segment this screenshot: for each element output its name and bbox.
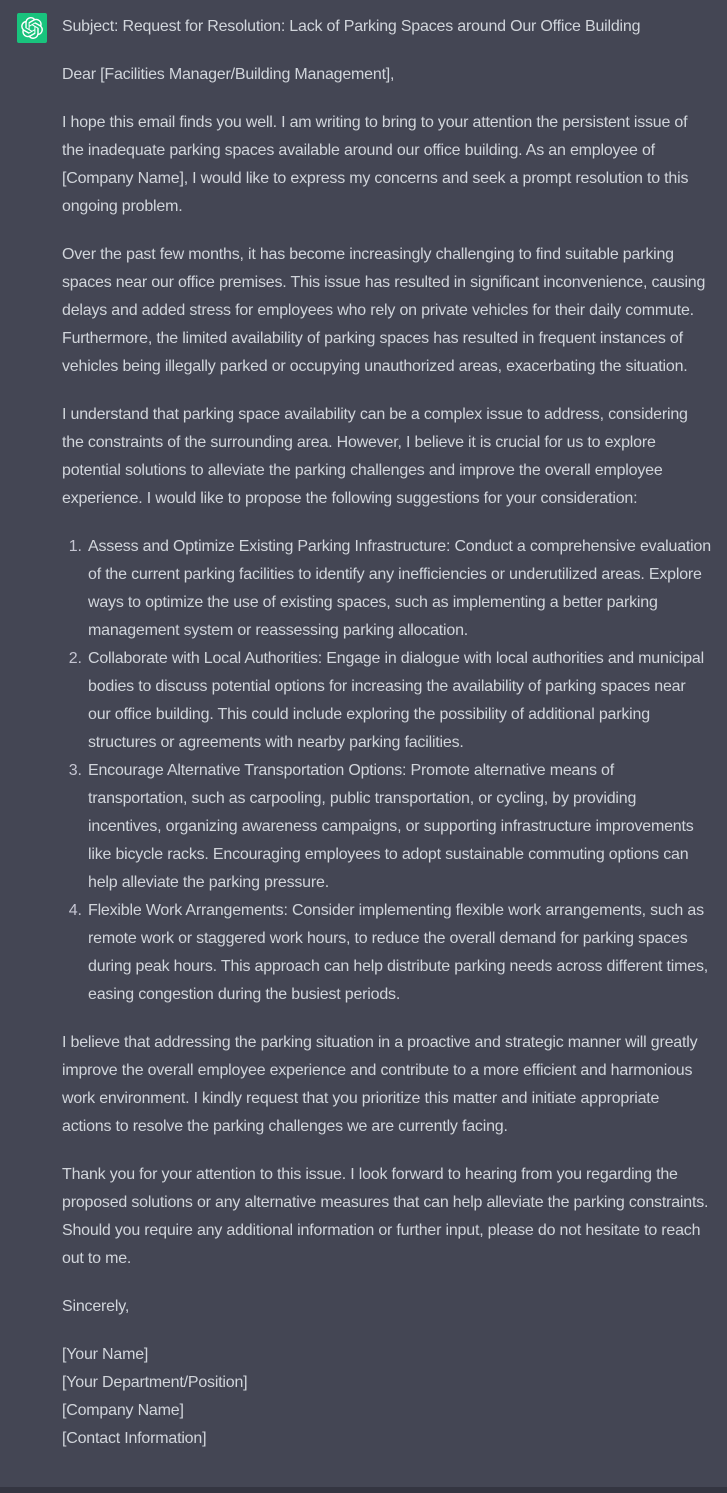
email-signoff: Sincerely, xyxy=(62,1298,130,1315)
email-closing-paragraph-2: Thank you for your attention to this issue. I look forward to hearing from you regarding the proposed solutions or any alternative measures that can help alleviate the parking constraints. Should you require any additional information or further input, please do not hesitate to reach out to me. xyxy=(62,1166,709,1267)
list-item: 1. Assess and Optimize Existing Parking Infrastructure: Conduct a comprehensive evaluation of the current parking facilities to identify any inefficiencies or underutilized areas. Explore ways to optimize the use of existing spaces, such as implementing a better parking management system or reassessing parking allocation. xyxy=(86,533,712,645)
email-salutation: Dear [Facilities Manager/Building Management], xyxy=(62,66,395,83)
email-signature-block xyxy=(62,1341,712,1453)
signature-line-department: [Your Department/Position] xyxy=(62,1374,248,1391)
openai-logo-icon xyxy=(21,17,43,39)
signature-line-contact: [Contact Information] xyxy=(62,1430,207,1447)
list-item: 2. Collaborate with Local Authorities: Engage in dialogue with local authorities and municipal bodies to discuss potential options for increasing the availability of parking spaces near our office building. This could include exploring the possibility of additional parking structures or agreements with nearby parking facilities. xyxy=(86,645,712,757)
signature-line-name: [Your Name] xyxy=(62,1346,149,1363)
email-paragraph-1: I hope this email finds you well. I am writing to bring to your attention the persistent issue of the inadequate parking spaces available around our office building. As an employee of [Company Name], I would like to express my concerns and seek a prompt resolution to this ongoing problem. xyxy=(62,114,689,215)
email-paragraph-2: Over the past few months, it has become increasingly challenging to find suitable parking spaces near our office premises. This issue has resulted in significant inconvenience, causing delays and added stress for employees who rely on private vehicles for their daily commute. Furthermore, the limited availability of parking spaces has resulted in frequent instances of vehicles being illegally parked or occupying unauthorized areas, exacerbating the situation. xyxy=(62,246,706,375)
email-paragraph-3: I understand that parking space availability can be a complex issue to address, considering the constraints of the surrounding area. However, I believe it is crucial for us to explore potential solutions to alleviate the parking challenges and improve the overall employee experience. I would like to propose the following suggestions for your consideration: xyxy=(62,406,688,507)
list-item: 3. Encourage Alternative Transportation Options: Promote alternative means of transportation, such as carpooling, public transportation, or cycling, by providing incentives, organizing awareness campaigns, or supporting infrastructure improvements like bicycle racks. Encouraging employees to adopt sustainable commuting options can help alleviate the parking pressure. xyxy=(86,757,712,897)
page-background-strip xyxy=(0,1487,727,1493)
list-item: 4. Flexible Work Arrangements: Consider implementing flexible work arrangements, such as remote work or staggered work hours, to reduce the overall demand for parking spaces during peak hours. This approach can help distribute parking needs across different times, easing congestion during the busiest periods. xyxy=(86,897,712,1009)
signature-line-company: [Company Name] xyxy=(62,1402,184,1419)
email-body xyxy=(62,13,712,1453)
email-closing-paragraph-1: I believe that addressing the parking situation in a proactive and strategic manner will greatly improve the overall employee experience and contribute to a more efficient and harmonious work environment. I kindly request that you prioritize this matter and initiate appropriate actions to resolve the parking challenges we are currently facing. xyxy=(62,1034,698,1135)
assistant-avatar xyxy=(17,13,47,43)
email-subject: Subject: Request for Resolution: Lack of Parking Spaces around Our Office Building xyxy=(62,18,641,35)
suggestions-list xyxy=(62,533,712,1009)
